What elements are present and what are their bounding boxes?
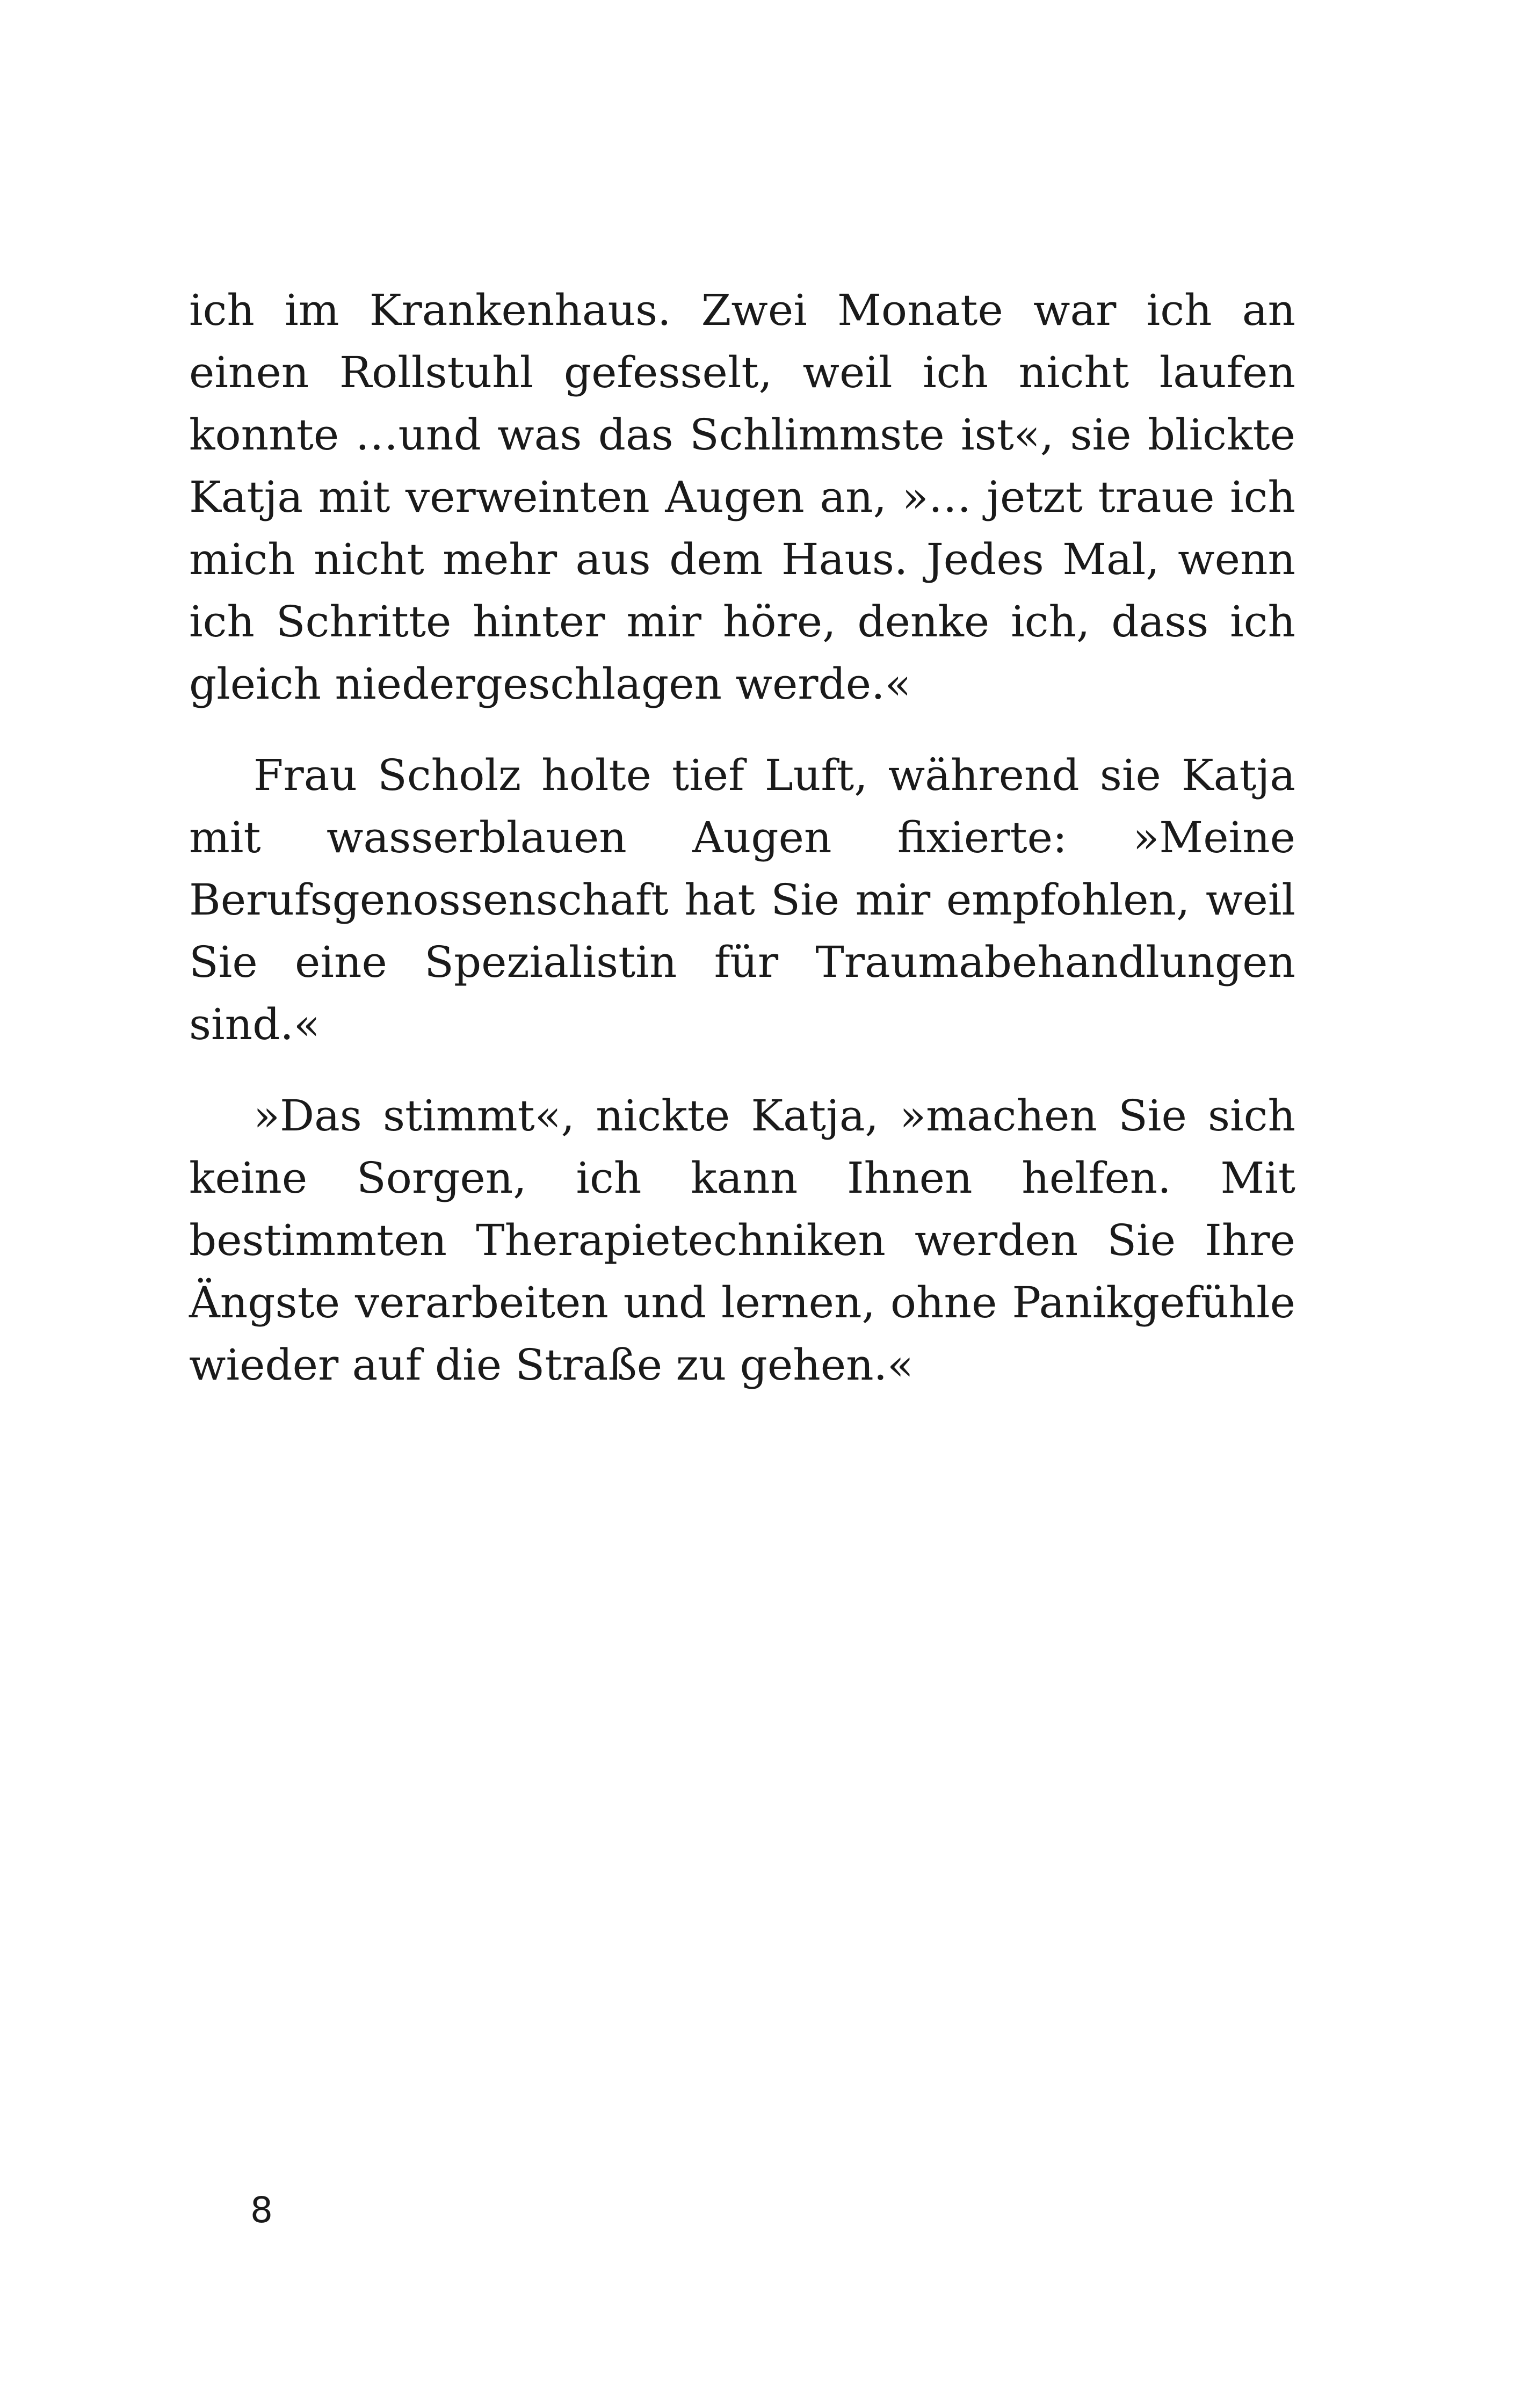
page-number: 8 [250,2189,273,2231]
paragraph-2: Frau Scholz holte tief Luft, während sie Katja mit wasserblauen Augen fixierte: »Meine Berufsgenossenschaft hat Sie mir empfohlen, weil Sie eine Spezialistin für Traumabehandlungen sind.« [189,750,1295,1049]
paragraph-1: ich im Krankenhaus. Zwei Monate war ich an einen Rollstuhl gefesselt, weil ich nicht laufen konnte …und was das Schlimmste ist«, sie blickte Katja mit verweinten Augen an, »… jetzt traue ich mich nicht mehr aus dem Haus. Jedes Mal, wenn ich Schritte hinter mir höre, denke ich, dass ich gleich niedergeschlagen werde.« [189,285,1295,709]
body-text [189,279,1295,1425]
paragraph-3: »Das stimmt«, nickte Katja, »machen Sie sich keine Sorgen, ich kann Ihnen helfen. Mit bestimmten Therapietechniken werden Sie Ihre Ängste verarbeiten und lernen, ohne Panikgefühle wieder auf die Straße zu gehen.« [189,1091,1295,1390]
